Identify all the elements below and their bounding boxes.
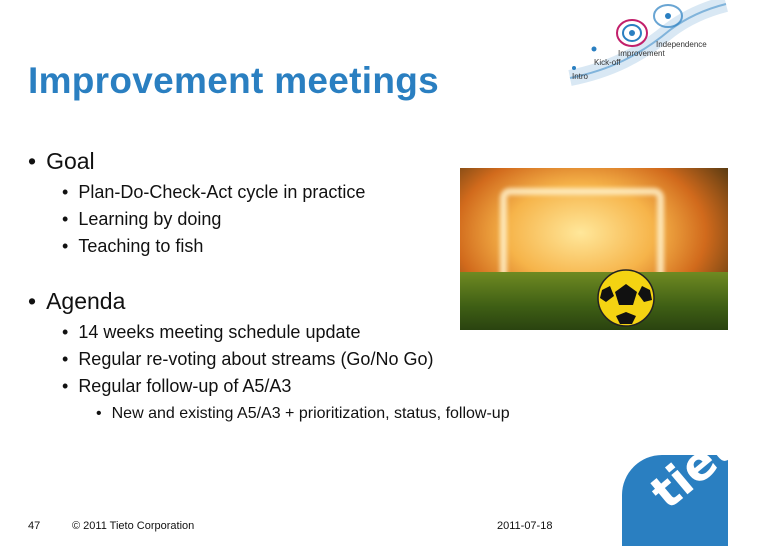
bullet-dot-icon: • [62,236,69,256]
bullet-dot-icon: • [62,349,69,369]
list-item: • Teaching to fish [62,236,204,256]
bullet-dot-icon: • [96,405,102,422]
bullet-dot-icon: • [62,209,69,229]
stage-improvement: Improvement [618,49,665,58]
list-item: • Plan-Do-Check-Act cycle in practice [62,182,366,202]
stage-independence: Independence [656,40,707,49]
stage-kickoff: Kick-off [594,58,621,67]
sub-list-item: • New and existing A5/A3 + prioritization, status, follow-up [96,405,510,422]
copyright-text: © 2011 Tieto Corporation [72,520,195,532]
stage-intro: Intro [572,72,589,81]
bullet-dot-icon: • [62,322,69,342]
list-item: • Learning by doing [62,209,222,229]
bullet-agenda: • Agenda [28,288,126,314]
bullet-dot-icon: • [28,148,37,174]
bullet-dot-icon: • [62,376,69,396]
list-item: • Regular follow-up of A5/A3 [62,376,292,396]
list-item: • 14 weeks meeting schedule update [62,322,361,342]
slide-title: Improvement meetings [28,60,440,101]
soccer-goal-photo [460,168,728,330]
footer-date: 2011-07-18 [497,520,553,532]
bullet-dot-icon: • [62,182,69,202]
soccer-ball-icon [596,268,656,328]
grass-shape [460,272,728,330]
list-item: • Regular re-voting about streams (Go/No Go) [62,349,434,369]
bullet-dot-icon: • [28,288,37,314]
logo-text: tieto [640,399,769,520]
page-number: 47 [28,520,41,532]
bullet-goal: • Goal [28,148,95,174]
